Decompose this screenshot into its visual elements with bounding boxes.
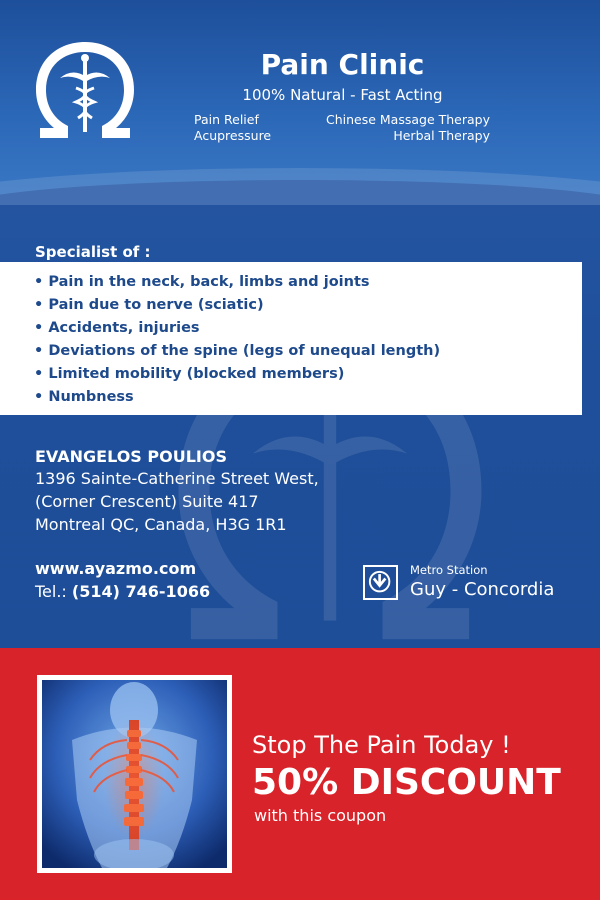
address-line-1: 1396 Sainte-Catherine Street West,	[35, 469, 319, 488]
spine-image	[37, 675, 232, 873]
promo-discount: 50% DISCOUNT	[252, 762, 561, 803]
promo-headline: Stop The Pain Today !	[252, 731, 511, 759]
address-line-3: Montreal QC, Canada, H3G 1R1	[35, 515, 287, 534]
address-line-2: (Corner Crescent) Suite 417	[35, 492, 259, 511]
practitioner-name: EVANGELOS POULIOS	[35, 447, 227, 466]
list-item: • Pain in the neck, back, limbs and joints	[34, 271, 582, 294]
specialist-box	[0, 262, 582, 415]
metro-label: Metro Station	[410, 563, 488, 577]
promo-note: with this coupon	[254, 806, 387, 825]
metro-arrow-icon	[363, 565, 398, 600]
tel-number[interactable]: (514) 746-1066	[71, 582, 211, 601]
service-pain-relief: Pain Relief	[194, 112, 259, 127]
clinic-subtitle: 100% Natural - Fast Acting	[242, 86, 443, 104]
service-herbal-therapy: Herbal Therapy	[393, 128, 490, 143]
list-item: • Numbness	[34, 386, 582, 409]
tel-label: Tel.:	[35, 582, 67, 601]
clinic-title: Pain Clinic	[260, 48, 425, 81]
website-link[interactable]: www.ayazmo.com	[35, 559, 197, 578]
list-item: • Accidents, injuries	[34, 317, 582, 340]
specialist-heading: Specialist of :	[35, 243, 151, 261]
omega-caduceus-logo-icon	[30, 38, 140, 148]
metro-station-name: Guy - Concordia	[410, 579, 555, 600]
service-acupressure: Acupressure	[194, 128, 272, 143]
list-item: • Limited mobility (blocked members)	[34, 363, 582, 386]
service-chinese-massage: Chinese Massage Therapy	[325, 112, 490, 127]
list-item: • Deviations of the spine (legs of unequal length)	[34, 340, 582, 363]
telephone	[35, 582, 210, 601]
list-item: • Pain due to nerve (sciatic)	[34, 294, 582, 317]
specialist-list	[0, 262, 582, 409]
